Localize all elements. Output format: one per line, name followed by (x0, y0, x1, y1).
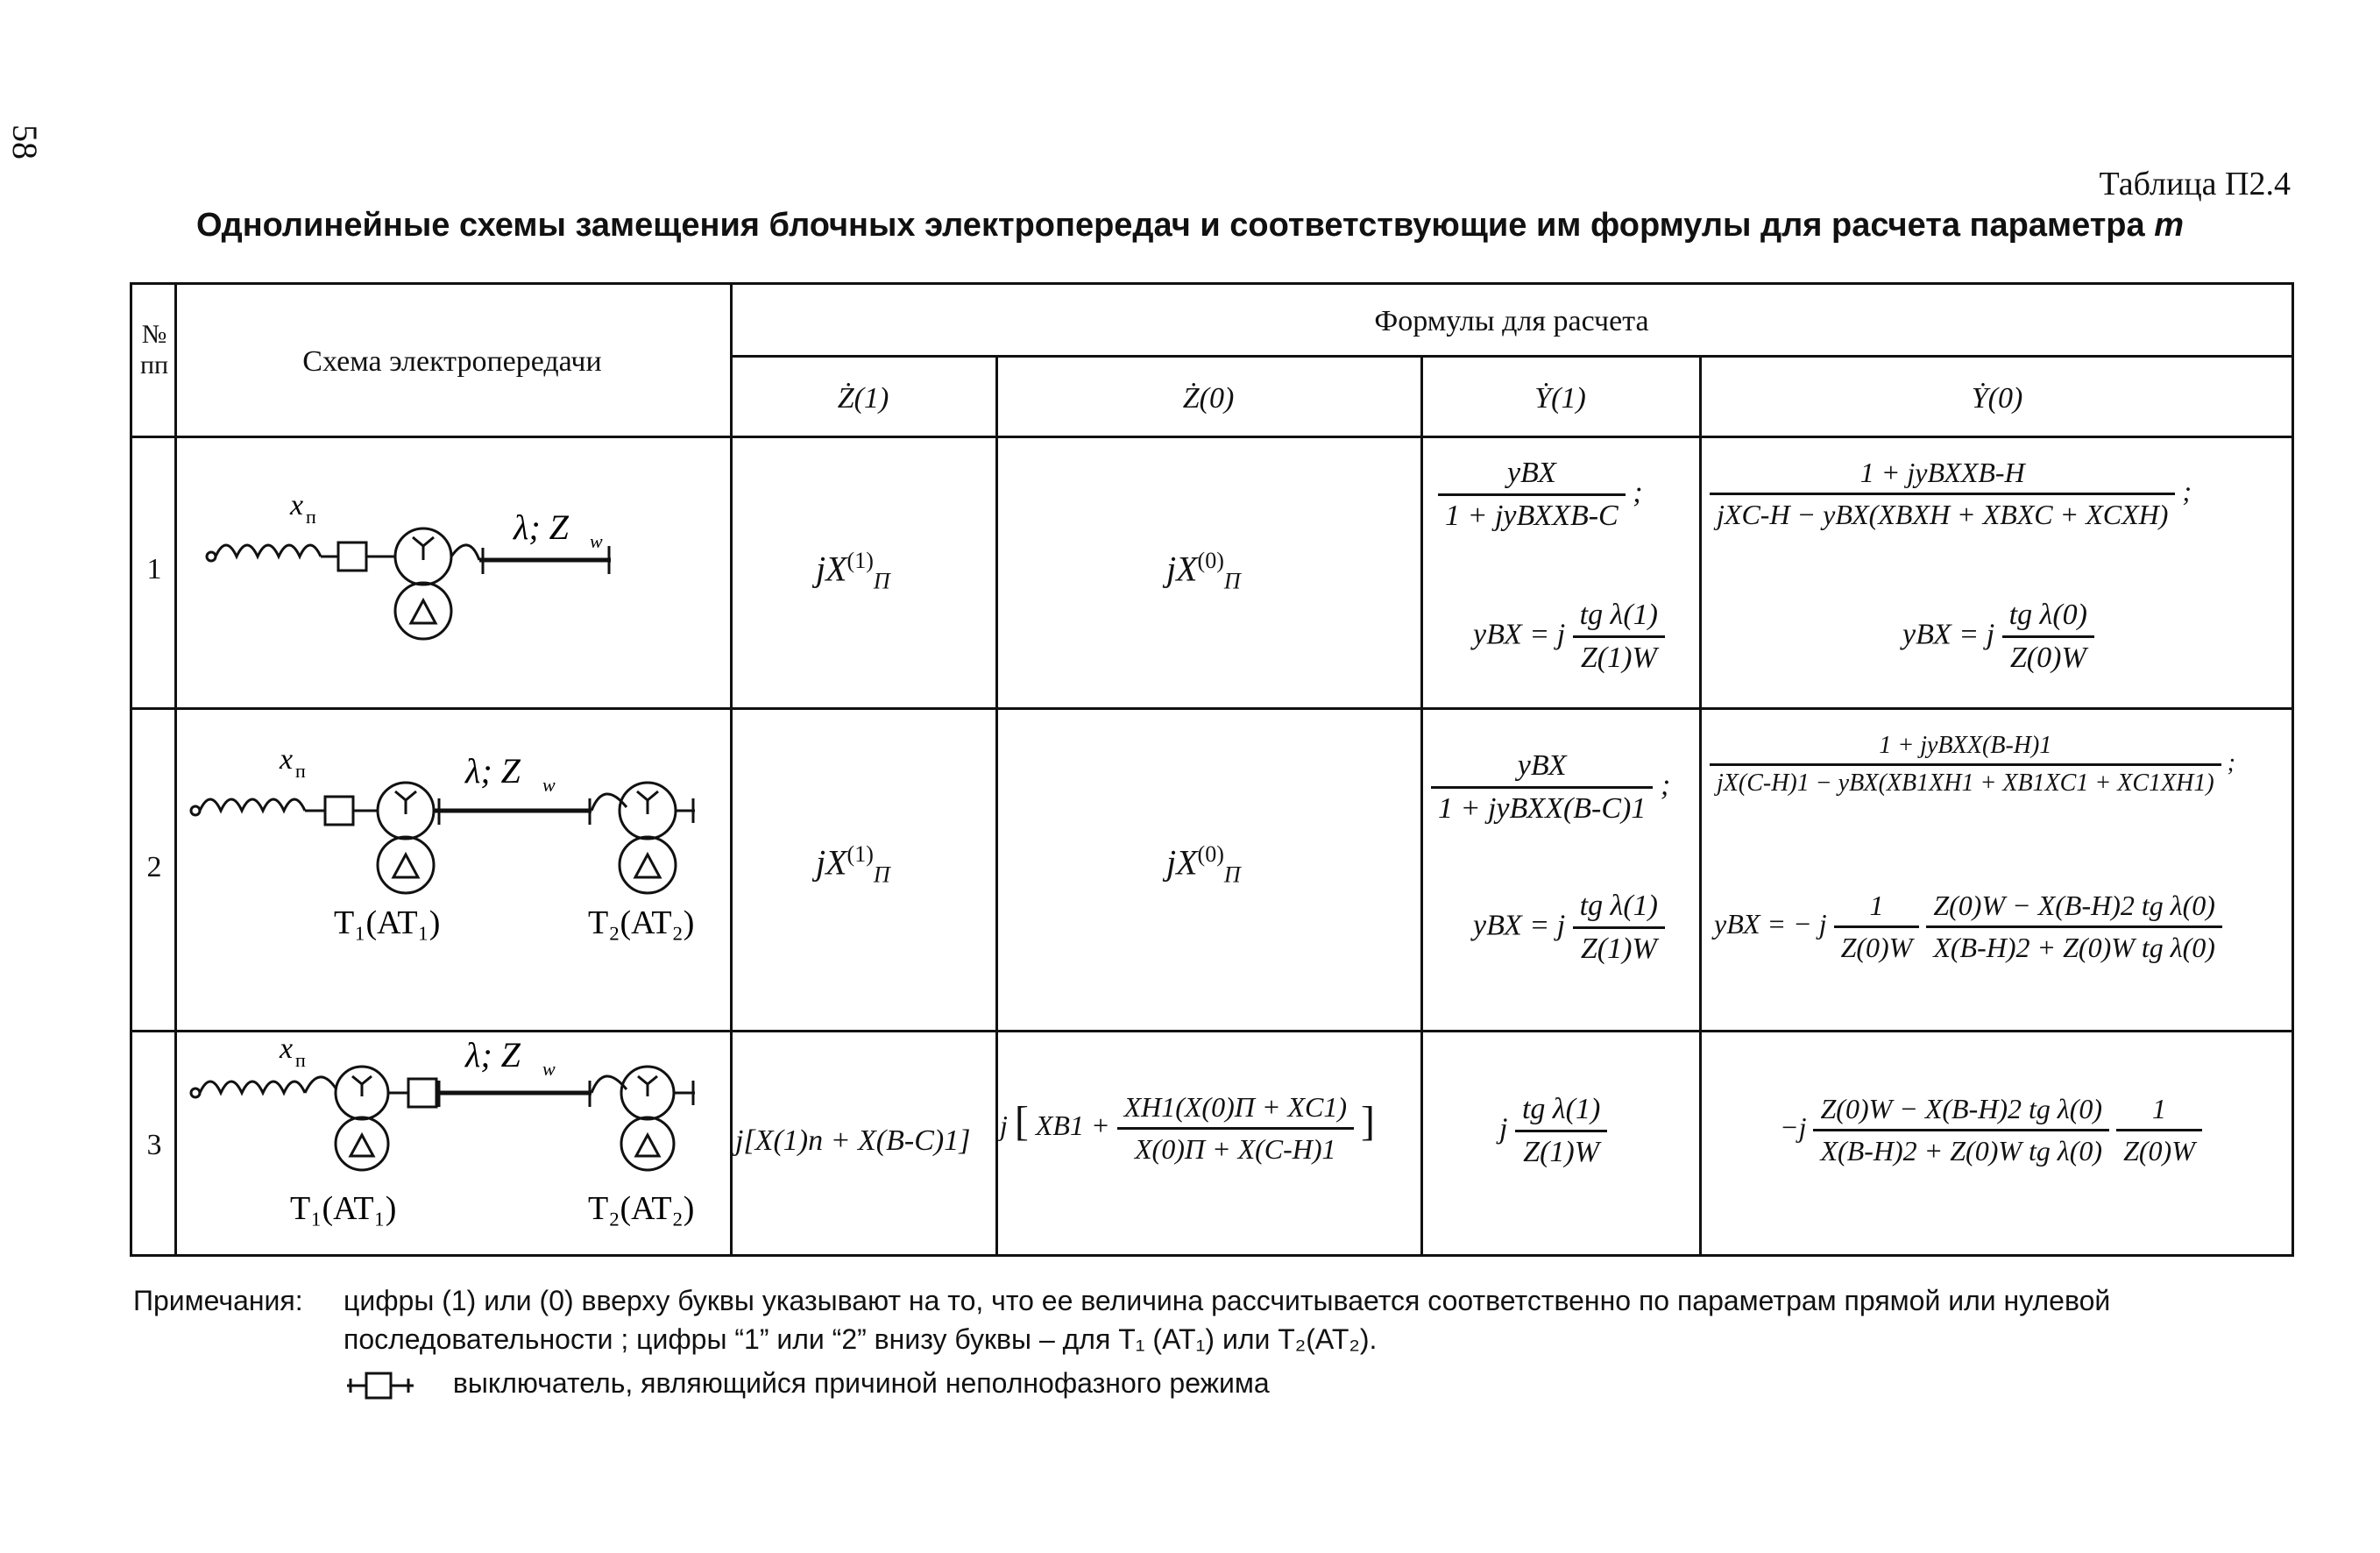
row3-y0-frac-num: Z(0)W − X(В-Н)2 tg λ(0) (1813, 1093, 2109, 1131)
scheme-diagram-3 (176, 1037, 728, 1256)
row-divider (132, 1030, 2291, 1032)
row-num: 3 (146, 1129, 162, 1161)
row1-y0-zw: Z(0)W (2009, 642, 2086, 674)
scheme-2-xp-sub: п (295, 760, 306, 782)
row1-z1-sub: П (873, 568, 890, 594)
row1-z1-sup: (1) (846, 548, 874, 573)
breaker-icon (344, 1370, 422, 1401)
row1-z0-sub: П (1223, 568, 1241, 594)
row2-y1-yvx-lhs: yВХ = j (1473, 909, 1566, 942)
scheme-3-t2: T₂(AT₂) (588, 1190, 695, 1227)
row1-y1-zw: Z(1)W (1580, 642, 1657, 674)
header-scheme: Схема электропередачи (302, 345, 602, 378)
header-num (134, 320, 174, 380)
row-divider (730, 355, 2291, 358)
row2-z1 (816, 841, 890, 888)
scheme-3-xp: x (280, 1037, 294, 1065)
row1-z1 (816, 548, 890, 594)
row3-y0-frac-den: X(В-Н)2 + Z(0)W tg λ(0) (1820, 1135, 2103, 1167)
row3-y0-zw: Z(0)W (2123, 1135, 2195, 1167)
row1-y1-yvx-lhs: yВХ = j (1473, 618, 1566, 651)
row2-y0-den: jX(С-Н)1 − yВХ(XВ1XН1 + XВ1XС1 + XС1XН1) (1717, 769, 2214, 797)
scheme-3-line: λ; Z (465, 1037, 521, 1074)
header-z0: Ż(0) (1182, 382, 1235, 415)
row-divider (132, 707, 2291, 710)
header-num-line2: пп (139, 350, 169, 379)
row3-z0-bracket-open: [ (1014, 1097, 1029, 1145)
row3-z0-num: XН1(X(0)П + XС1) (1117, 1091, 1354, 1130)
row3-z0-term: XВ1 + (1035, 1109, 1110, 1141)
row2-y1-tg: tg λ(1) (1573, 890, 1665, 929)
row1-z0-sup: (0) (1197, 548, 1224, 573)
notes-legend (344, 1364, 1270, 1402)
table-label: Таблица П2.4 (2099, 166, 2291, 202)
row2-y0-frac-den: X(В-Н)2 + Z(0)W tg λ(0) (1933, 932, 2215, 963)
row3-y0 (1780, 1093, 2202, 1167)
row2-y1-zw: Z(1)W (1580, 933, 1657, 965)
row1-y1-num: yВХ (1438, 457, 1626, 496)
notes-label: Примечания: (133, 1285, 303, 1316)
col-divider (1420, 355, 1423, 1254)
table-title-text: Однолинейные схемы замещения блочных электропередач и соответствующие им формулы для расчета параметра (195, 207, 2145, 244)
table-title-param: m (2154, 207, 2185, 244)
table-title (88, 207, 2292, 245)
row1-z0 (1166, 548, 1241, 594)
row3-z1: j[X(1)п + X(В-С)1] (735, 1124, 971, 1157)
scheme-3-t1: T₁(AT₁) (290, 1190, 397, 1227)
row2-y0-yvx (1714, 890, 2222, 964)
row1-y0-sep: ; (2182, 474, 2192, 507)
header-num-line1: № (141, 320, 167, 349)
row1-y1 (1438, 457, 1643, 533)
row1-y0-yvx-lhs: yВХ = j (1902, 618, 1995, 651)
col-divider (1699, 355, 1702, 1254)
row2-z1-base: jX (816, 842, 847, 883)
row2-y1 (1431, 749, 1670, 826)
scheme-2-xp: x (280, 743, 294, 776)
row3-z0-bracket-close: ] (1360, 1097, 1375, 1145)
row2-z0-base: jX (1166, 842, 1198, 883)
row3-y1-tg: tg λ(1) (1515, 1093, 1607, 1132)
row2-z0 (1166, 841, 1241, 888)
row1-y0 (1710, 457, 2192, 531)
header-y0: Ẏ(0) (1971, 382, 2023, 415)
header-y1: Ẏ(1) (1534, 382, 1586, 415)
row1-y1-yvx (1473, 599, 1665, 675)
row2-y0-num: 1 + jyВХX(В-Н)1 (1710, 732, 2221, 766)
scheme-diagram-2 (176, 714, 728, 1021)
row2-z1-sub: П (873, 862, 890, 888)
row3-y1-zw: Z(1)W (1523, 1136, 1600, 1168)
row3-y0-prefix: −j (1780, 1110, 1807, 1143)
row1-y0-den: jXС-Н − yВХ(XВXН + XВXС + XСXН) (1717, 499, 2169, 530)
col-divider (730, 285, 733, 1254)
row3-y1 (1499, 1093, 1607, 1169)
row3-z0 (1000, 1091, 1375, 1166)
notes-legend-text: выключатель, являющийся причиной неполнофазного режима (452, 1367, 1270, 1399)
header-formulas: Формулы для расчета (1374, 305, 1649, 337)
scheme-2-line: λ; Z (465, 751, 521, 791)
scheme-1-line: λ; Z (514, 507, 569, 547)
col-divider (995, 355, 998, 1254)
row2-y0-one: 1 (1834, 890, 1920, 928)
row2-y0-sep: ; (2227, 748, 2235, 776)
row-num: 2 (146, 851, 162, 883)
row2-y0 (1710, 732, 2235, 798)
row1-y0-yvx (1902, 599, 2094, 675)
row2-z0-sub: П (1223, 862, 1241, 888)
page-number: 58 (5, 124, 45, 160)
row1-z1-base: jX (816, 549, 847, 589)
row1-y1-tg: tg λ(1) (1573, 599, 1665, 638)
row1-z0-base: jX (1166, 549, 1198, 589)
row2-y1-num: yВХ (1431, 749, 1653, 789)
row2-y1-yvx (1473, 890, 1665, 966)
scheme-2-t1: T₁(AT₁) (334, 904, 441, 941)
row2-y0-zw: Z(0)W (1840, 932, 1913, 963)
scheme-1-xp-sub: п (306, 506, 316, 528)
row3-y1-j: j (1499, 1112, 1508, 1145)
row1-y0-tg: tg λ(0) (2002, 599, 2094, 638)
row2-z0-sup: (0) (1197, 841, 1224, 867)
row3-y0-one: 1 (2116, 1093, 2202, 1131)
notes-text: цифры (1) или (0) вверху буквы указывают на то, что ее величина рассчитывается соответственно по параметрам прямой или нулевой последовательности ; цифры “1” или “2” внизу буквы – для T₁ (AT₁) или T₂(AT₂). (344, 1285, 2111, 1355)
scheme-2-line-sub: w (542, 774, 556, 796)
scheme-1-line-sub: w (590, 530, 603, 552)
row1-y1-sep: ; (1633, 476, 1643, 509)
row-num: 1 (146, 553, 162, 585)
row3-z0-den: X(0)П + X(С-Н)1 (1135, 1133, 1336, 1165)
formula-table (130, 282, 2294, 1257)
row-divider (132, 436, 2291, 438)
scheme-1-xp: x (290, 489, 304, 521)
header-z1: Ż(1) (837, 382, 889, 415)
row3-z0-prefix: j (1000, 1109, 1008, 1141)
scheme-diagram-1 (185, 451, 719, 697)
row1-y1-den: 1 + jyВХXВ-С (1445, 500, 1619, 532)
scheme-2-t2: T₂(AT₂) (588, 904, 695, 941)
row2-y1-den: 1 + jyВХX(В-С)1 (1438, 792, 1647, 825)
row1-y0-num: 1 + jyВХXВ-Н (1710, 457, 2175, 495)
row2-y0-yvx-lhs: yВХ = − j (1714, 907, 1827, 940)
row2-z1-sup: (1) (846, 841, 874, 867)
scheme-3-xp-sub: п (295, 1049, 306, 1071)
row2-y0-frac-num: Z(0)W − X(В-Н)2 tg λ(0) (1926, 890, 2222, 928)
row2-y1-sep: ; (1660, 769, 1671, 802)
scheme-3-line-sub: w (542, 1058, 556, 1080)
